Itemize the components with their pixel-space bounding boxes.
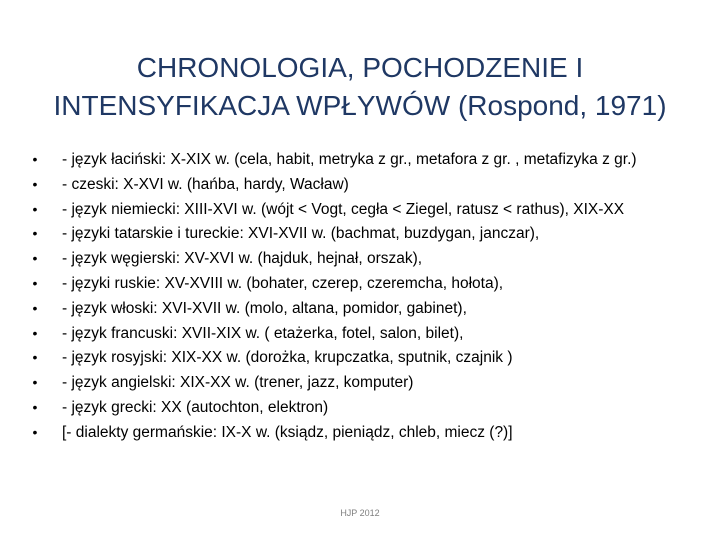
bullet-icon: •	[32, 274, 38, 291]
list-item	[28, 175, 700, 195]
slide-footer: HJP 2012	[340, 508, 380, 518]
list-item	[28, 398, 700, 418]
list-item-text: - język włoski: XVI-XVII w. (molo, altana, pomidor, gabinet),	[62, 299, 467, 317]
list-item	[28, 224, 700, 244]
list-item	[28, 150, 700, 170]
bullet-icon: •	[32, 374, 38, 391]
slide-title-line-2: INTENSYFIKACJA WPŁYWÓW (Rospond, 1971)	[53, 89, 667, 121]
bullet-icon: •	[32, 324, 38, 341]
list-item-text: - język niemiecki: XIII-XVI w. (wójt < Vogt, cegła < Ziegel, ratusz < rathus), XIX-XX	[62, 200, 625, 218]
list-item-text: - języki ruskie: XV-XVIII w. (bohater, czerep, czeremcha, hołota),	[62, 274, 504, 292]
bullet-icon: •	[32, 250, 38, 267]
list-item	[28, 348, 700, 368]
list-item-text: - język rosyjski: XIX-XX w. (dorożka, krupczatka, sputnik, czajnik )	[62, 349, 513, 367]
bullet-icon: •	[32, 299, 38, 316]
bullet-icon: •	[32, 175, 38, 192]
list-item-text: - język węgierski: XV-XVI w. (hajduk, hejnał, orszak),	[62, 250, 423, 268]
bullet-icon: •	[32, 200, 38, 217]
bullet-icon: •	[32, 225, 38, 242]
list-item	[28, 249, 700, 269]
bullet-icon: •	[32, 349, 38, 366]
list-item-text: [- dialekty germańskie: IX-X w. (ksiądz, pieniądz, chleb, miecz (?)]	[62, 423, 513, 441]
list-item-text: - czeski: X-XVI w. (hańba, hardy, Wacław)	[62, 175, 349, 193]
list-item	[28, 200, 700, 220]
list-item	[28, 299, 700, 319]
bullet-icon: •	[32, 423, 38, 440]
list-item	[28, 373, 700, 393]
list-item-text: - język grecki: XX (autochton, elektron)	[62, 398, 329, 416]
bullet-icon: •	[32, 151, 38, 167]
list-item-text: - język łaciński: X-XIX w. (cela, habit, metryka z gr., metafora z gr. , metafizyka z gr.)	[62, 151, 637, 168]
slide-title-line-1: CHRONOLOGIA, POCHODZENIE I	[136, 51, 584, 83]
list-item	[28, 324, 700, 344]
bullet-list	[28, 150, 700, 448]
slide-title	[40, 49, 680, 125]
bullet-icon: •	[32, 398, 38, 415]
list-item-text: - języki tatarskie i tureckie: XVI-XVII w. (bachmat, buzdygan, janczar),	[62, 225, 540, 243]
list-item-text: - język francuski: XVII-XIX w. ( etażerka, fotel, salon, bilet),	[62, 324, 464, 342]
list-item-text: - język angielski: XIX-XX w. (trener, jazz, komputer)	[62, 374, 414, 392]
list-item	[28, 423, 700, 443]
list-item	[28, 274, 700, 294]
